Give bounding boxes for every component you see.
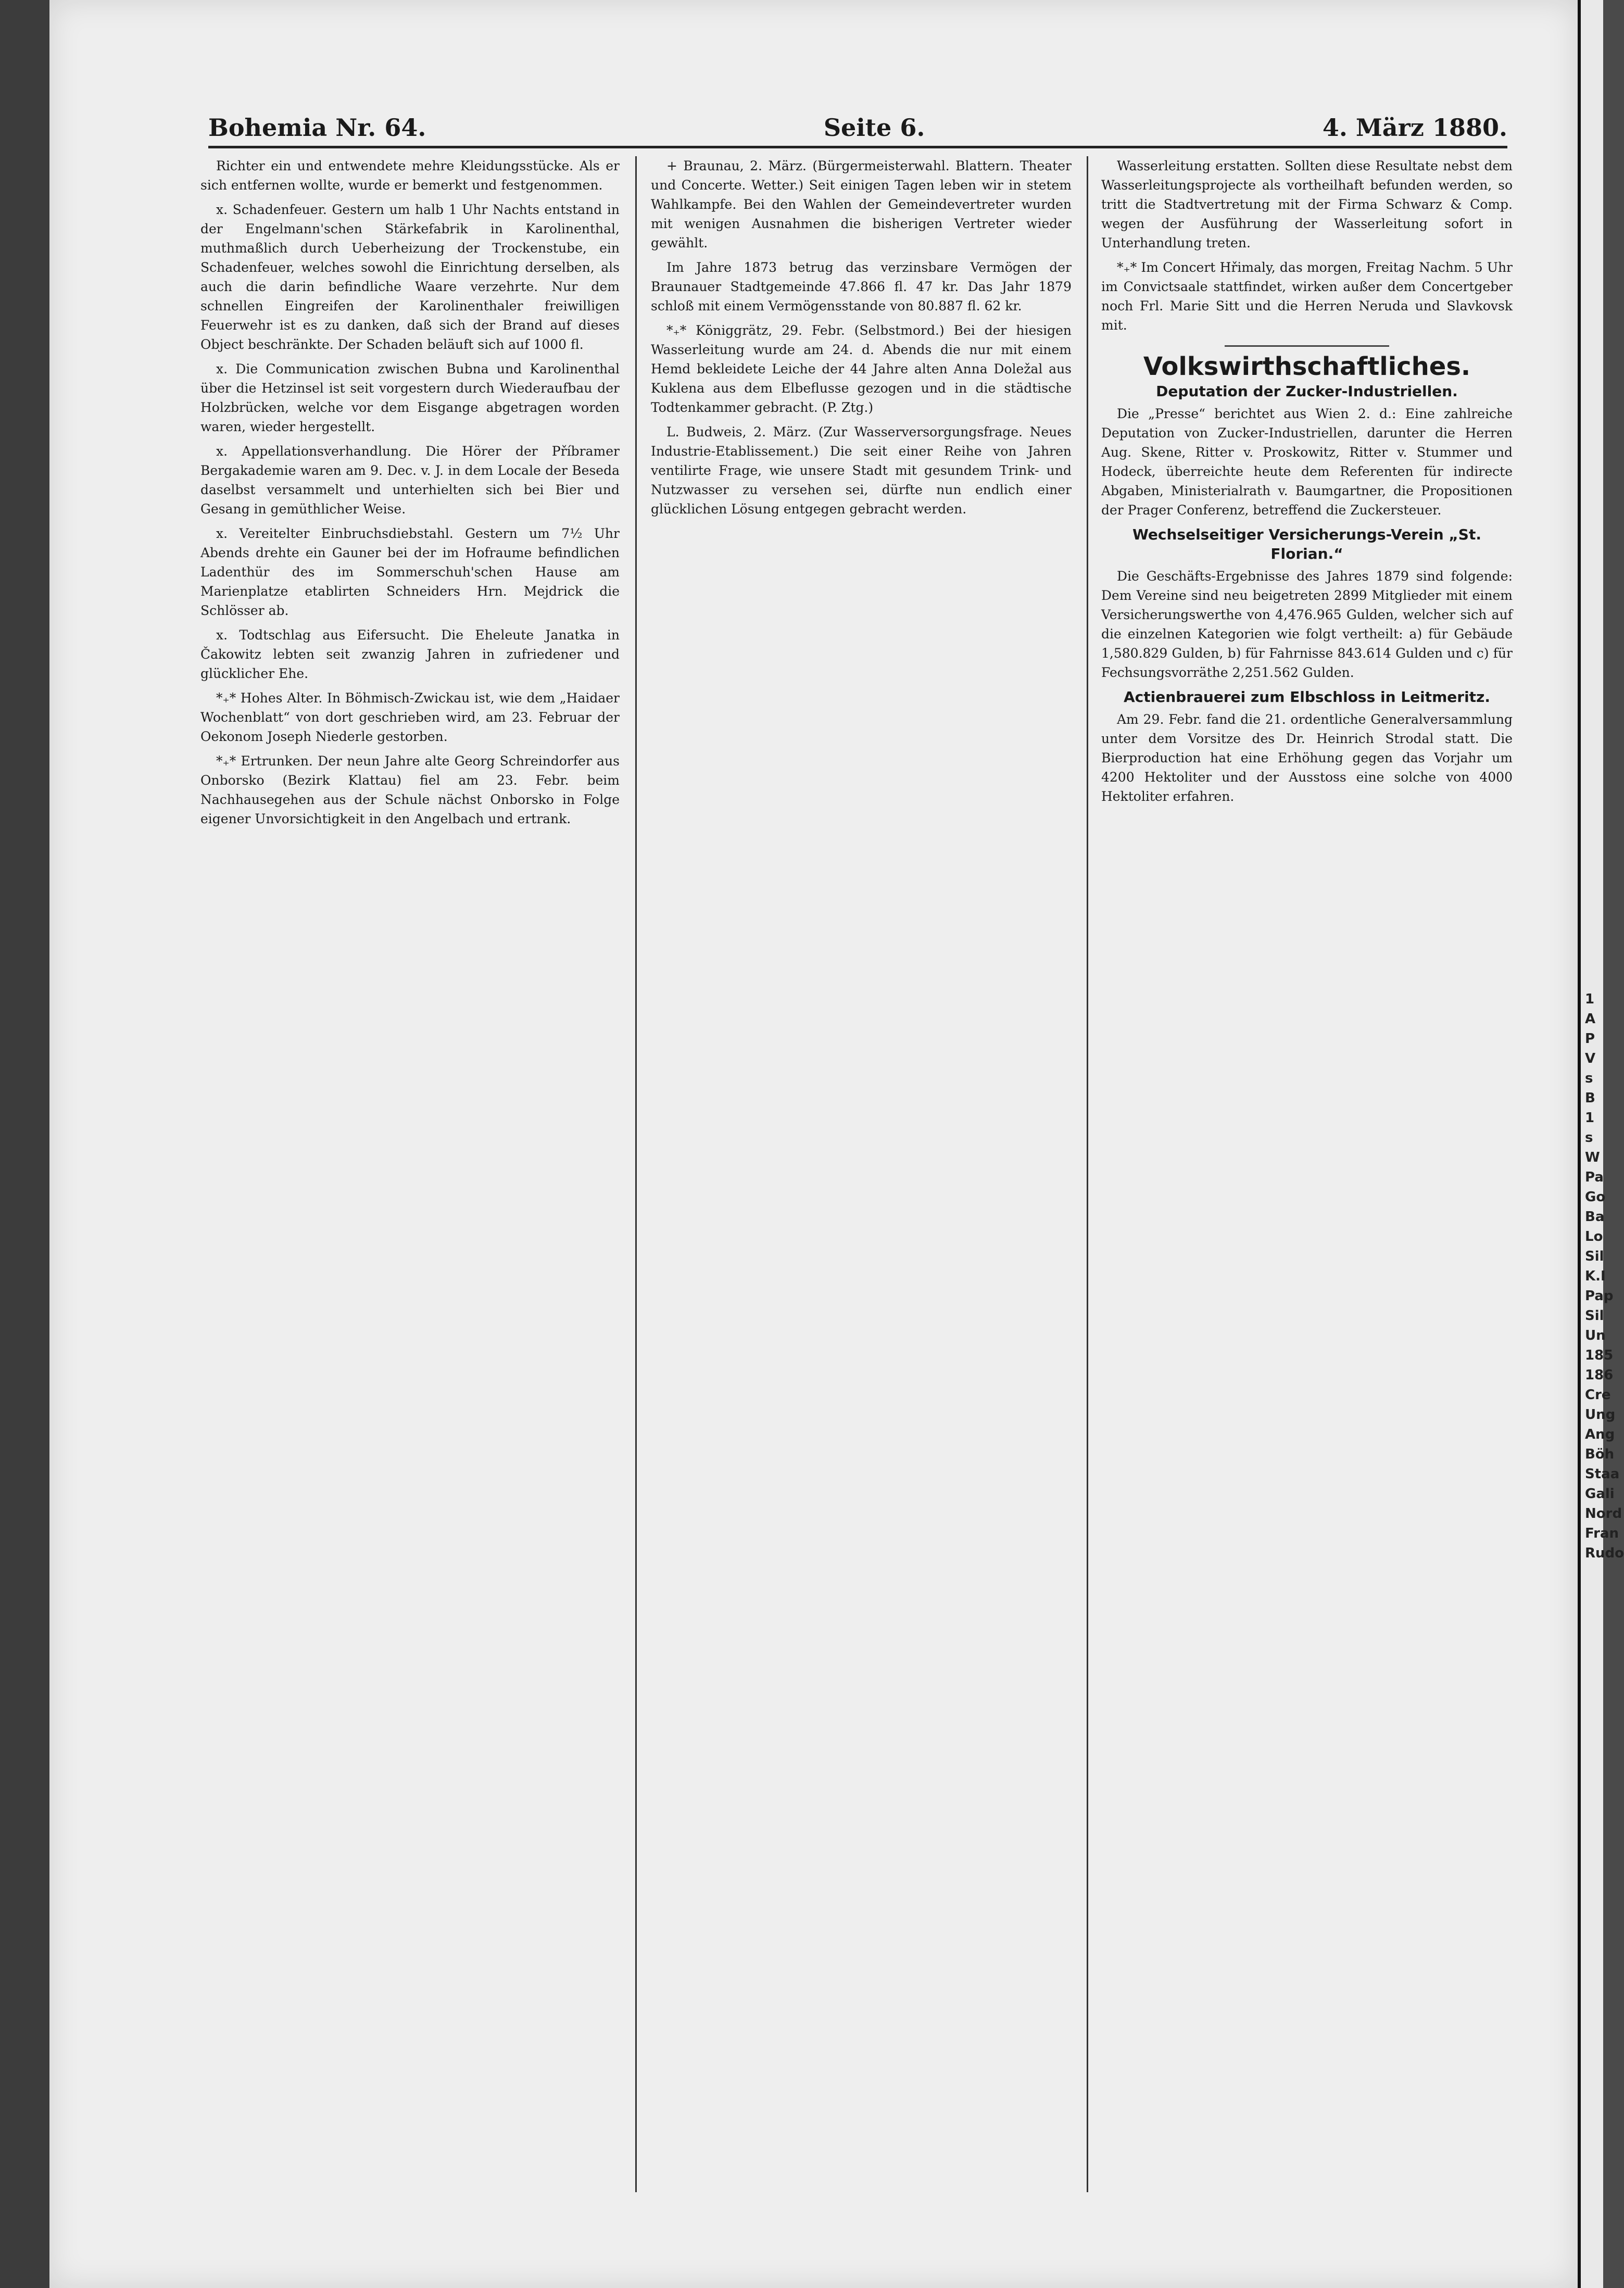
edge-fragment: 1	[1585, 1110, 1595, 1126]
adjacent-page-edge	[1578, 0, 1624, 2288]
article-paragraph: Am 29. Febr. fand die 21. ordentliche Generalversammlung unter dem Vorsitze des Dr. Heinrich Strodal statt. Die Bierproduction hat eine Erhöhung gegen das Vorjahr um 4200 Hektoliter und der Ausstoss eine solche von 4000 Hektoliter erfahren.	[1101, 712, 1513, 804]
edge-fragment: Lo	[1585, 1229, 1603, 1244]
edge-fragment: Gali	[1585, 1486, 1615, 1502]
edge-fragment: Sil	[1585, 1308, 1604, 1324]
column-rule-1	[635, 156, 637, 2192]
edge-fragment: Sil	[1585, 1249, 1604, 1264]
article-paragraph: Die Geschäfts-Ergebnisse des Jahres 1879 sind folgende: Dem Vereine sind neu beigetreten 2899 Mitglieder mit einem Versicherungswerthe von 4,476.965 Gulden, welcher sich auf die einzelnen Kategorien wie folgt vertheilt: a) für Gebäude 1,580.829 Gulden, b) für Fahrnisse 843.614 Gulden und c) für Fechsungsvorräthe 2,251.562 Gulden.	[1101, 569, 1513, 680]
edge-fragment: Staa	[1585, 1466, 1620, 1482]
edge-fragment: Rudo	[1585, 1545, 1624, 1561]
article-paragraph: x. Die Communication zwischen Bubna und Karolinenthal über die Hetzinsel ist seit vorgestern durch Wiederaufbau der Holzbrücken, welche vor dem Eisgange abgetragen worden waren, wieder hergestellt.	[200, 361, 620, 434]
column-1	[200, 156, 620, 2187]
page-header	[208, 109, 1507, 148]
article-paragraph: Richter ein und entwendete mehre Kleidungsstücke. Als er sich entfernen wollte, wurde er bemerkt und festgenommen.	[200, 158, 620, 193]
column-rule-2	[1087, 156, 1088, 2192]
edge-fragment: Pap	[1585, 1288, 1614, 1304]
edge-fragment: B	[1585, 1090, 1595, 1106]
article-paragraph: *₊* Im Concert Hřimaly, das morgen, Freitag Nachm. 5 Uhr im Convictsaale stattfindet, wirken außer dem Concertgeber noch Frl. Marie Sitt und die Herren Neruda und Slavkovsk mit.	[1101, 260, 1513, 333]
edge-fragment: Nord	[1585, 1506, 1622, 1522]
column-2	[651, 156, 1072, 2187]
article-paragraph: Wasserleitung erstatten. Sollten diese Resultate nebst dem Wasserleitungsprojecte als vortheilhaft befunden werden, so tritt die Stadtvertretung mit der Firma Schwarz & Comp. wegen der Ausführung der Wasserleitung sofort in Unterhandlung treten.	[1101, 158, 1513, 250]
section-title: Volkswirthschaftliches.	[1143, 352, 1471, 381]
edge-fragment: Ba	[1585, 1209, 1605, 1225]
edge-fragment: Ung	[1585, 1407, 1616, 1423]
article-paragraph: *₊* Hohes Alter. In Böhmisch-Zwickau ist, wie dem „Haidaer Wochenblatt“ von dort geschrieben wird, am 23. Februar der Oekonom Joseph Niederle gestorben.	[200, 690, 620, 744]
edge-fragment: 185	[1585, 1348, 1614, 1363]
edge-fragment: A	[1585, 1011, 1596, 1027]
edge-fragment: Un	[1585, 1328, 1606, 1343]
subsection-title: Wechselseitiger Versicherungs-Verein „St. Florian.“	[1132, 526, 1481, 562]
subsection-title: Deputation der Zucker-Industriellen.	[1156, 383, 1458, 400]
article-paragraph: *₊* Königgrätz, 29. Febr. (Selbstmord.) Bei der hiesigen Wasserleitung wurde am 24. d. Abends die nur mit einem Hemd bekleidete Leiche der 44 Jahre alten Anna Doležal aus Kuklena aus dem Elbeflusse gezogen und in die städtische Todtenkammer gebracht. (P. Ztg.)	[651, 323, 1072, 415]
edge-fragment: W	[1585, 1150, 1600, 1165]
header-page-number: Seite 6.	[823, 114, 925, 142]
edge-fragment: Go	[1585, 1189, 1606, 1205]
article-paragraph: Die „Presse“ berichtet aus Wien 2. d.: Eine zahlreiche Deputation von Zucker-Industriellen, darunter die Herren Aug. Skene, Ritter v. Proskowitz, Ritter v. Stummer und Hodeck, überreichte heute dem Referenten für indirecte Abgaben, Ministerialrath v. Baumgartner, die Propositionen der Prager Conferenz, betreffend die Zuckersteuer.	[1101, 406, 1513, 518]
article-paragraph: + Braunau, 2. März. (Bürgermeisterwahl. Blattern. Theater und Concerte. Wetter.) Seit einigen Tagen leben wir in stetem Wahlkampfe. Bei den Wahlen der Gemeindevertreter wurden mit wenigen Ausnahmen die bisherigen Vertreter wieder gewählt.	[651, 158, 1072, 250]
edge-fragment: V	[1585, 1051, 1596, 1066]
header-publication: Bohemia Nr. 64.	[208, 114, 426, 142]
edge-fragment: Fran	[1585, 1526, 1619, 1541]
article-paragraph: *₊* Ertrunken. Der neun Jahre alte Georg Schreindorfer aus Onborsko (Bezirk Klattau) fiel am 23. Febr. beim Nachhausegehen aus der Schule nächst Onborsko in Folge eigener Unvorsichtigkeit in den Angelbach und ertrank.	[200, 753, 620, 826]
article-paragraph: Im Jahre 1873 betrug das verzinsbare Vermögen der Braunauer Stadtgemeinde 47.866 fl. 47 kr. Das Jahr 1879 schloß mit einem Vermögensstande von 80.887 fl. 62 kr.	[651, 260, 1072, 313]
edge-fragment: Pa	[1585, 1170, 1604, 1185]
article-paragraph: L. Budweis, 2. März. (Zur Wasserversorgungsfrage. Neues Industrie-Etablissement.) Die seit einer Reihe von Jahren ventilirte Frage, wie unsere Stadt mit gesundem Trink- und Nutzwasser zu versehen sei, dürfte nun endlich einer glücklichen Lösung entgegen gebracht werden.	[651, 424, 1072, 517]
edge-fragment: s	[1585, 1071, 1593, 1086]
subsection-title: Actienbrauerei zum Elbschloss in Leitmeritz.	[1123, 688, 1490, 706]
article-paragraph: x. Schadenfeuer. Gestern um halb 1 Uhr Nachts entstand in der Engelmann'schen Stärkefabrik in Karolinenthal, muthmaßlich durch Ueberheizung der Trockenstube, ein Schadenfeuer, welches sowohl die Einrichtung derselben, als auch die darin befindliche Waare verzehrte. Nur dem schnellen Eingreifen der Karolinenthaler freiwilligen Feuerwehr ist es zu danken, daß sich der Brand auf dieses Object beschränkte. Der Schaden beläuft sich auf 1000 fl.	[200, 202, 620, 352]
edge-fragment: P	[1585, 1031, 1595, 1047]
edge-fragment: Ang	[1585, 1427, 1615, 1442]
column-3	[1101, 156, 1513, 2187]
edge-fragment: K.I	[1585, 1268, 1606, 1284]
edge-fragment: Böh	[1585, 1447, 1615, 1462]
header-date: 4. März 1880.	[1322, 114, 1507, 142]
edge-fragment: 186	[1585, 1367, 1614, 1383]
edge-fragment: Cre	[1585, 1387, 1611, 1403]
article-paragraph: x. Appellationsverhandlung. Die Hörer der Příbramer Bergakademie waren am 9. Dec. v. J. in dem Locale der Beseda daselbst versammelt und unterhielten sich bei Bier und Gesang in gemüthlicher Weise.	[200, 444, 620, 517]
edge-fragment: 1	[1585, 991, 1595, 1007]
article-paragraph: x. Vereitelter Einbruchsdiebstahl. Gestern um 7½ Uhr Abends drehte ein Gauner bei der im Hofraume befindlichen Ladenthür des im Sommerschuh'schen Hause am Marienplatze etablirten Schneiders Hrn. Mejdrick die Schlösser ab.	[200, 526, 620, 618]
section-divider	[1225, 345, 1389, 347]
edge-fragment: s	[1585, 1130, 1593, 1146]
scan-left-margin	[0, 0, 49, 2288]
article-paragraph: x. Todtschlag aus Eifersucht. Die Eheleute Janatka in Čakowitz lebten seit zwanzig Jahren in zufriedener und glücklicher Ehe.	[200, 627, 620, 681]
